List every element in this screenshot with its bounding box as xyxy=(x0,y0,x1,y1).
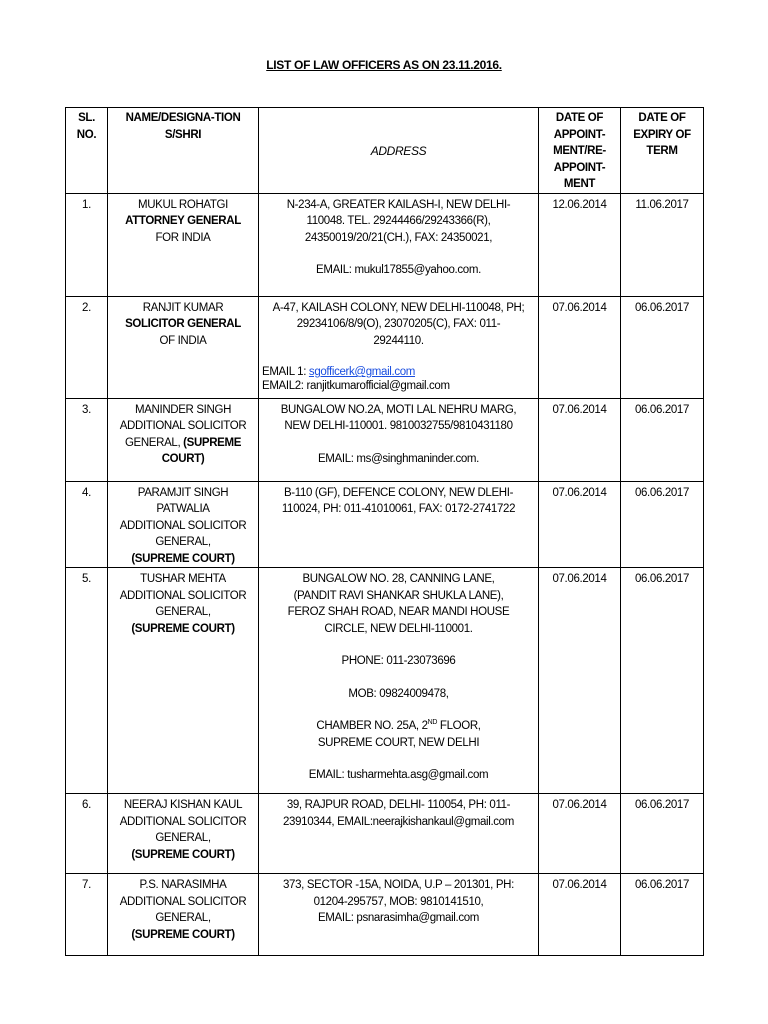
cell-expiry-date: 06.06.2017 xyxy=(621,794,704,874)
cell-appointment-date: 07.06.2014 xyxy=(539,568,621,794)
cell-expiry-date: 06.06.2017 xyxy=(621,481,704,568)
header-appointment-date: DATE OF APPOINT- MENT/RE- APPOINT- MENT xyxy=(539,108,621,194)
cell-appointment-date: 07.06.2014 xyxy=(539,481,621,568)
cell-appointment-date: 07.06.2014 xyxy=(539,794,621,874)
cell-expiry-date: 11.06.2017 xyxy=(621,193,704,296)
cell-address: N-234-A, GREATER KAILASH-I, NEW DELHI- 110048. TEL. 29244466/29243366(R), 24350019/20/21(CH.), FAX: 24350021, EMAIL: mukul17855@yahoo.com. xyxy=(259,193,539,296)
table-row xyxy=(66,193,704,296)
cell-appointment-date: 07.06.2014 xyxy=(539,874,621,956)
cell-sl-no: 6. xyxy=(66,794,108,874)
cell-name: P.S. NARASIMHA ADDITIONAL SOLICITOR GENERAL, (SUPREME COURT) xyxy=(108,874,259,956)
cell-expiry-date: 06.06.2017 xyxy=(621,296,704,398)
email-text: EMAIL2: ranjitkumarofficial@gmail.com xyxy=(262,380,450,392)
cell-sl-no: 5. xyxy=(66,568,108,794)
cell-address: BUNGALOW NO. 28, CANNING LANE, (PANDIT RAVI SHANKAR SHUKLA LANE), FEROZ SHAH ROAD, NEAR MANDI HOUSE CIRCLE, NEW DELHI-110001. PHONE: 011-23073696 MOB: 09824009478, CHAMBER NO. 25A, 2ND FLOOR, SUPREME COURT, NEW DELHI EMAIL: tusharmehta.asg@gmail.com xyxy=(259,568,539,794)
cell-address: 39, RAJPUR ROAD, DELHI- 110054, PH: 011- 23910344, EMAIL:neerajkishankaul@gmail.com xyxy=(259,794,539,874)
cell-name: TUSHAR MEHTA ADDITIONAL SOLICITOR GENERAL, (SUPREME COURT) xyxy=(108,568,259,794)
document-title: LIST OF LAW OFFICERS AS ON 23.11.2016. xyxy=(266,58,502,72)
chamber-text: CHAMBER NO. 25A, 2ND FLOOR, xyxy=(316,719,481,732)
cell-expiry-date: 06.06.2017 xyxy=(621,398,704,481)
cell-address: 373, SECTOR -15A, NOIDA, U.P – 201301, PH: 01204-295757, MOB: 9810141510, EMAIL: psnarasimha@gmail.com xyxy=(259,874,539,956)
table-row xyxy=(66,874,704,956)
email-text: EMAIL: mukul17855@yahoo.com. xyxy=(316,264,481,276)
email-text: EMAIL: ms@singhmaninder.com. xyxy=(317,452,480,465)
table-row xyxy=(66,794,704,874)
cell-sl-no: 7. xyxy=(66,874,108,956)
table-row xyxy=(66,398,704,481)
cell-address: B-110 (GF), DEFENCE COLONY, NEW DLEHI- 110024, PH: 011-41010061, FAX: 0172-2741722 xyxy=(259,481,539,568)
cell-appointment-date: 12.06.2014 xyxy=(539,193,621,296)
cell-name: NEERAJ KISHAN KAUL ADDITIONAL SOLICITOR GENERAL, (SUPREME COURT) xyxy=(108,794,259,874)
cell-name: RANJIT KUMAR SOLICITOR GENERAL OF INDIA xyxy=(108,296,259,398)
cell-name: PARAMJIT SINGH PATWALIA ADDITIONAL SOLICITOR GENERAL, (SUPREME COURT) xyxy=(108,481,259,568)
cell-expiry-date: 06.06.2017 xyxy=(621,568,704,794)
email-text: EMAIL: psnarasimha@gmail.com xyxy=(317,912,480,924)
cell-sl-no: 2. xyxy=(66,296,108,398)
cell-address: BUNGALOW NO.2A, MOTI LAL NEHRU MARG, NEW DELHI-110001. 9810032755/9810431180 EMAIL: ms@singhmaninder.com. xyxy=(259,398,539,481)
table-header-row xyxy=(66,108,704,194)
law-officers-table xyxy=(65,107,704,956)
cell-expiry-date: 06.06.2017 xyxy=(621,874,704,956)
email-link[interactable]: sgofficerk@gmail.com xyxy=(308,366,416,378)
mobile-text: MOB: 09824009478, xyxy=(348,687,449,700)
cell-sl-no: 4. xyxy=(66,481,108,568)
cell-appointment-date: 07.06.2014 xyxy=(539,398,621,481)
cell-name: MUKUL ROHATGI ATTORNEY GENERAL FOR INDIA xyxy=(108,193,259,296)
table-row xyxy=(66,568,704,794)
cell-name: MANINDER SINGH ADDITIONAL SOLICITOR GENERAL, (SUPREME COURT) xyxy=(108,398,259,481)
header-address: ADDRESS xyxy=(259,108,539,194)
cell-sl-no: 3. xyxy=(66,398,108,481)
header-sl-no: SL. NO. xyxy=(66,108,108,194)
email-text: EMAIL: tusharmehta.asg@gmail.com xyxy=(308,769,489,781)
phone-text: PHONE: 011-23073696 xyxy=(341,655,456,667)
table-row xyxy=(66,296,704,398)
cell-appointment-date: 07.06.2014 xyxy=(539,296,621,398)
header-expiry-date: DATE OF EXPIRY OF TERM xyxy=(621,108,704,194)
header-name: NAME/DESIGNA-TION S/SHRI xyxy=(108,108,259,194)
table-row xyxy=(66,481,704,568)
cell-address: A-47, KAILASH COLONY, NEW DELHI-110048, PH; 29234106/8/9(O), 23070205(C), FAX: 011- 29244110. EMAIL 1: sgofficerk@gmail.com EMAIL2: ranjitkumarofficial@gmail.com xyxy=(259,296,539,398)
cell-sl-no: 1. xyxy=(66,193,108,296)
